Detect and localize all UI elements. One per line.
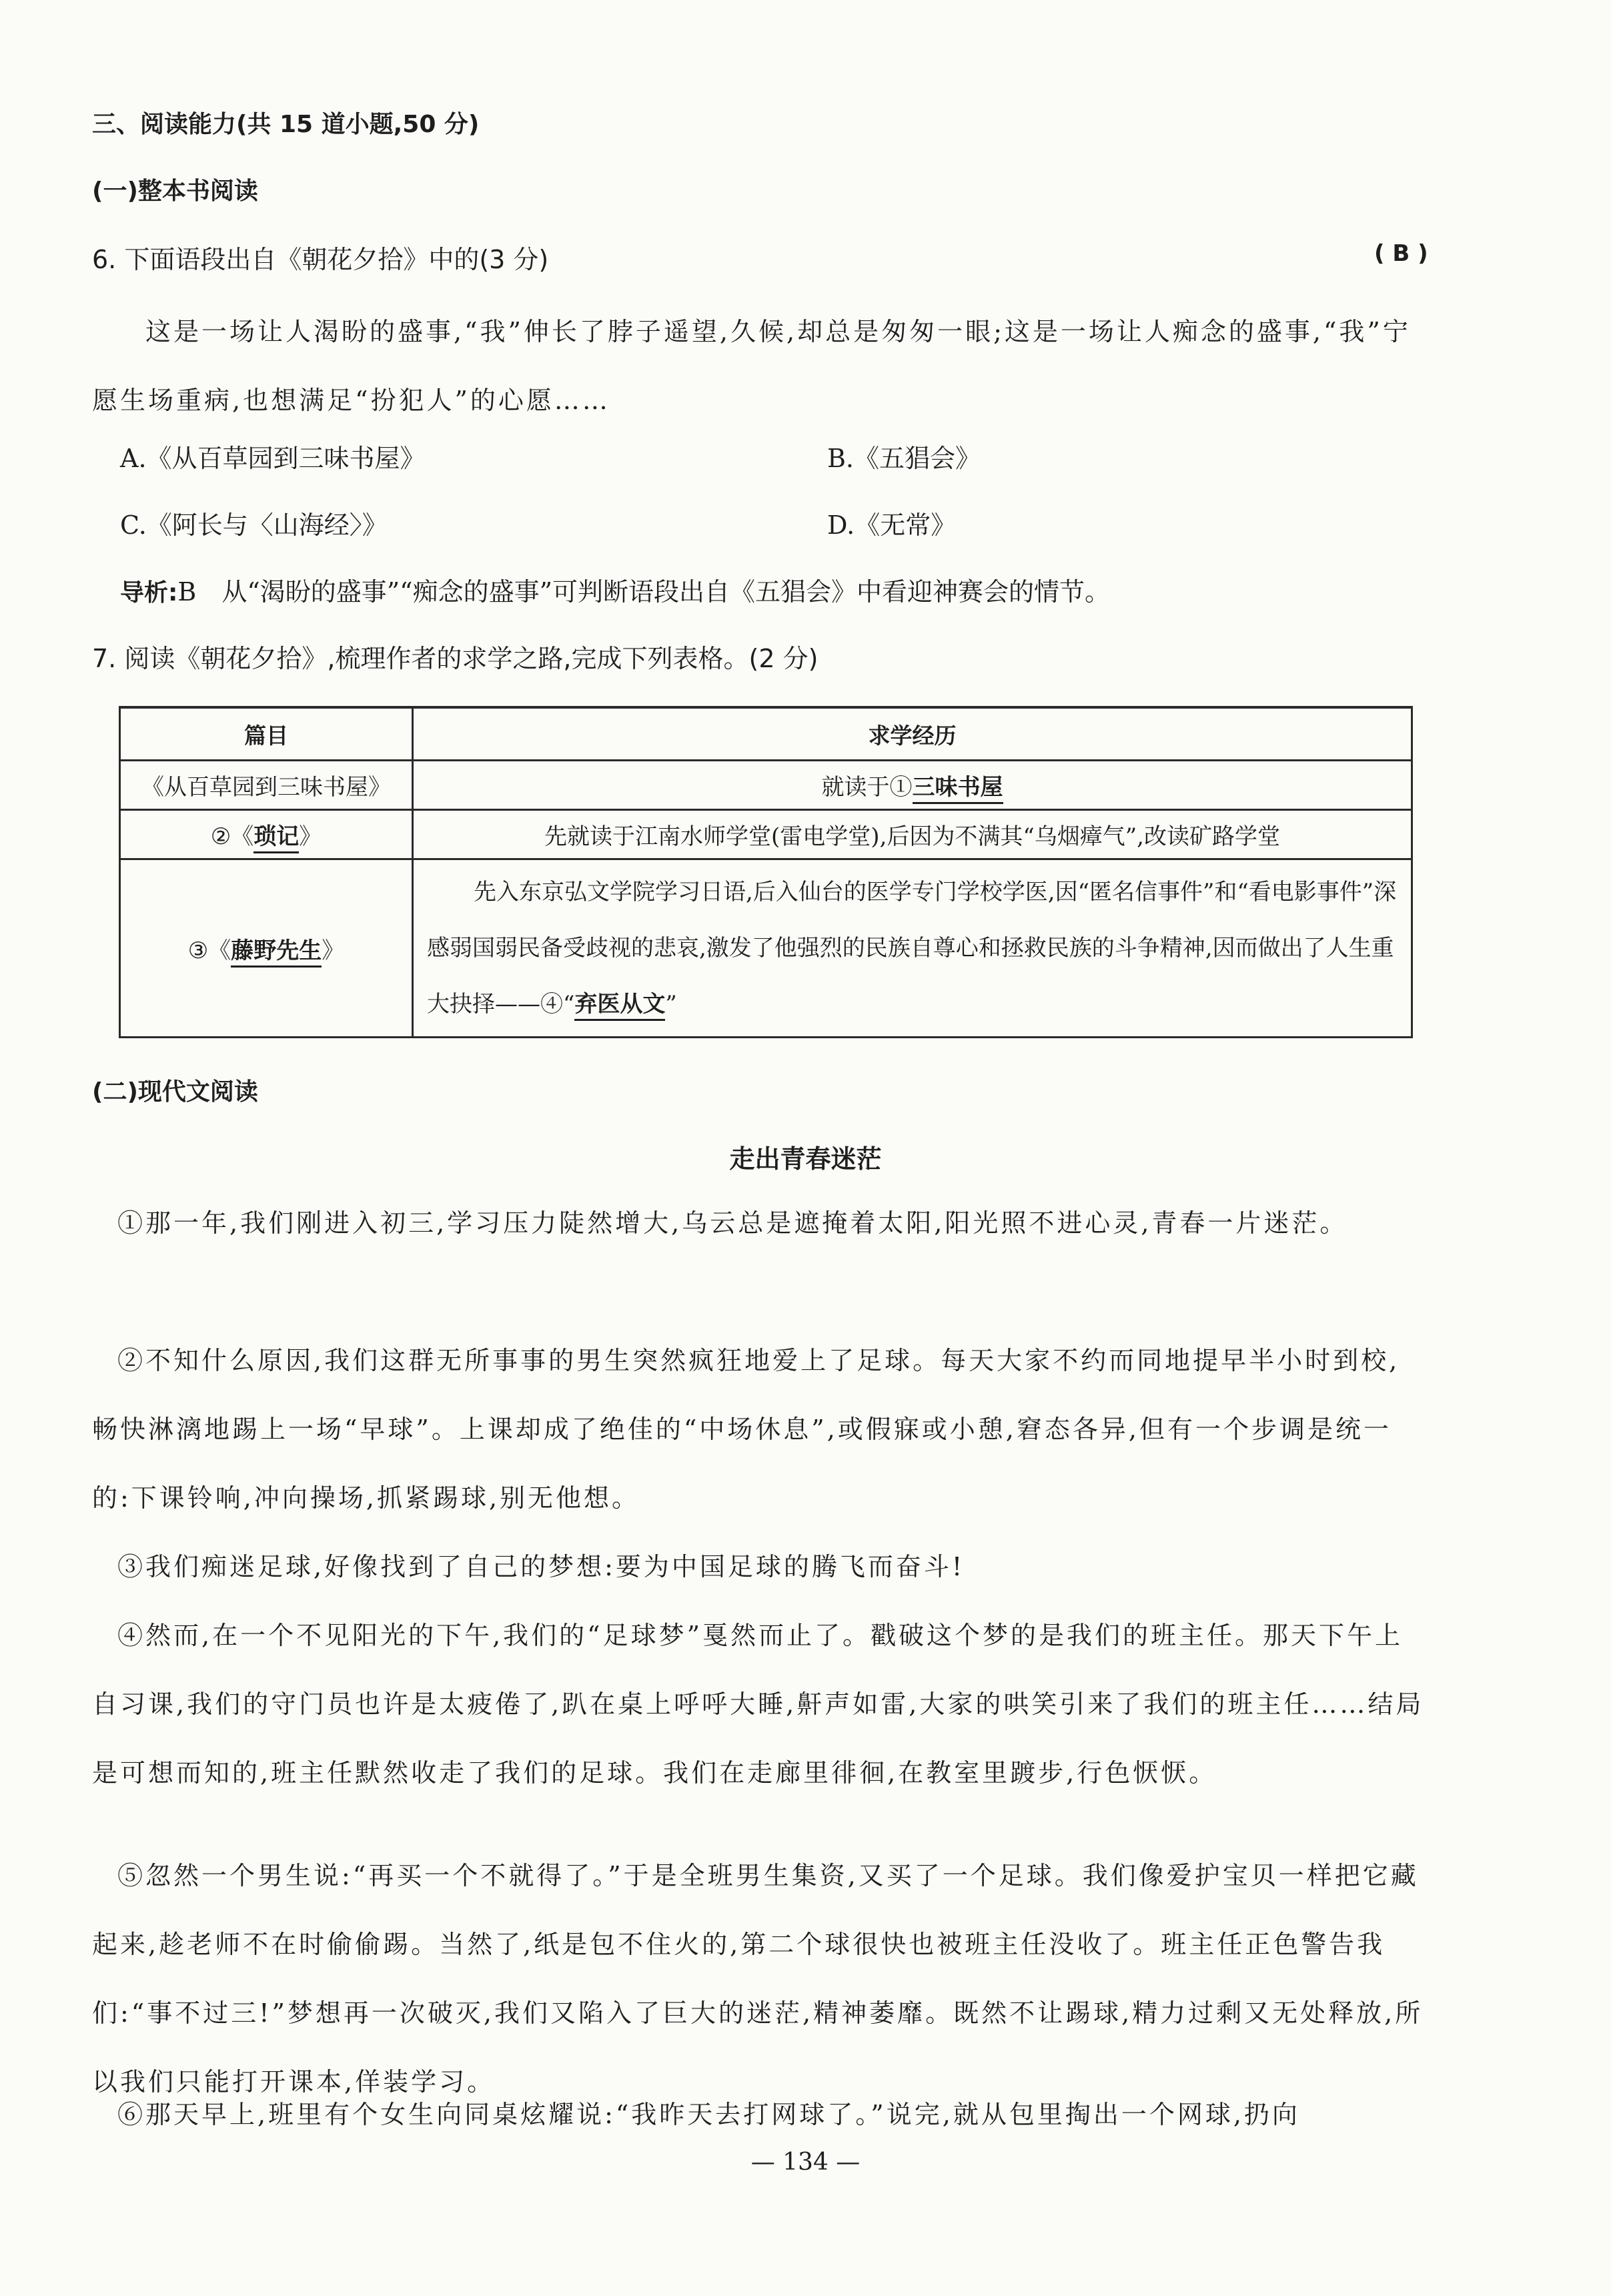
q6-option-b: B.《五猖会》 xyxy=(827,444,981,473)
table-header-row xyxy=(120,707,1412,761)
row3-title-suffix: 》 xyxy=(322,937,345,964)
q6-guide-text: B 从“渴盼的盛事”“痴念的盛事”可判断语段出自《五猖会》中看迎神赛会的情节。 xyxy=(177,577,1111,607)
article-paragraph-5: ⑤忽然一个男生说:“再买一个不就得了。”于是全班男生集资,又买了一个足球。我们像爱护宝贝一样把它藏起来,趁老师不在时偷偷踢。当然了,纸是包不住火的,第二个球很快也被班主任没收了。班主任正色警告我们:“事不过三!”梦想再一次破灭,我们又陷入了巨大的迷茫,精神萎靡。既然不让踢球,精力过剩又无处释放,所以我们只能打开课本,佯装学习。 xyxy=(92,1861,1424,2096)
article-paragraph-3: ③我们痴迷足球,好像找到了自己的梦想:要为中国足球的腾飞而奋斗! xyxy=(117,1552,965,1581)
study-path-table xyxy=(119,706,1413,1038)
q6-option-c: C.《阿长与〈山海经〉》 xyxy=(120,510,388,540)
q7-stem: 7. 阅读《朝花夕拾》,梳理作者的求学之路,完成下列表格。(2 分) xyxy=(92,644,819,673)
row3-title-prefix: ③《 xyxy=(187,937,231,964)
row3-exp-text: 先入东京弘文学院学习日语,后入仙台的医学专门学校学医,因“匿名信事件”和“看电影事件”深感弱国弱民备受歧视的悲哀,激发了他强烈的民族自尊心和拯救民族的斗争精神,因而做出了人生重大抉择——④“ xyxy=(427,879,1397,1018)
row2-title-suffix: 》 xyxy=(299,823,322,850)
row2-title xyxy=(120,810,413,859)
row1-answer: 三味书屋 xyxy=(913,774,1003,804)
row3-exp-answer: 弃医从文 xyxy=(574,991,665,1021)
row2-experience: 先就读于江南水师学堂(雷电学堂),后因为不满其“乌烟瘴气”,改读矿路学堂 xyxy=(413,810,1412,859)
table-row xyxy=(120,859,1412,1038)
row1-experience xyxy=(413,761,1412,810)
page-number: — 134 — xyxy=(750,2149,861,2176)
q6-guide-label: 导析: xyxy=(120,579,178,607)
row3-exp-suffix: ” xyxy=(665,991,677,1018)
article-paragraph-6: ⑥那天早上,班里有个女生向同桌炫耀说:“我昨天去打网球了。”说完,就从包里掏出一个网球,扔向 xyxy=(117,2100,1300,2129)
table-header-title: 篇目 xyxy=(120,707,413,761)
row3-title xyxy=(120,859,413,1038)
table-row xyxy=(120,810,1412,859)
row3-experience xyxy=(413,859,1412,1038)
q6-answer-mark: ( B ) xyxy=(1374,240,1428,267)
part1-title: (一)整本书阅读 xyxy=(92,177,258,205)
q6-option-a: A.《从百草园到三味书屋》 xyxy=(120,444,426,473)
q6-passage: 这是一场让人渴盼的盛事,“我”伸长了脖子遥望,久候,却总是匆匆一眼;这是一场让人痴念的盛事,“我”宁愿生场重病,也想满足“扮犯人”的心愿…… xyxy=(92,317,1411,415)
row1-exp-text: 就读于① xyxy=(821,774,913,801)
row2-answer: 琐记 xyxy=(253,823,299,853)
section-title: 三、阅读能力(共 15 道小题,50 分) xyxy=(92,111,480,138)
table-header-experience: 求学经历 xyxy=(413,707,1412,761)
q6-stem: 6. 下面语段出自《朝花夕拾》中的(3 分) xyxy=(92,245,549,274)
article-paragraph-4: ④然而,在一个不见阳光的下午,我们的“足球梦”戛然而止了。戳破这个梦的是我们的班主任。那天下午上自习课,我们的守门员也许是太疲倦了,趴在桌上呼呼大睡,鼾声如雷,大家的哄笑引来了我们的班主任……结局是可想而知的,班主任默然收走了我们的足球。我们在走廊里徘徊,在教室里踱步,行色恹恹。 xyxy=(92,1621,1424,1788)
part2-title: (二)现代文阅读 xyxy=(92,1078,258,1106)
article-title: 走出青春迷茫 xyxy=(729,1144,882,1174)
article-paragraph-2: ②不知什么原因,我们这群无所事事的男生突然疯狂地爱上了足球。每天大家不约而同地提早半小时到校,畅快淋漓地踢上一场“早球”。上课却成了绝佳的“中场休息”,或假寐或小憩,窘态各异,但有一个步调是统一的:下课铃响,冲向操场,抓紧踢球,别无他想。 xyxy=(92,1346,1400,1513)
row3-answer: 藤野先生 xyxy=(231,937,322,968)
q6-option-d: D.《无常》 xyxy=(827,510,957,540)
table-row xyxy=(120,761,1412,810)
row2-title-prefix: ②《 xyxy=(210,823,254,850)
article-paragraph-1: ①那一年,我们刚进入初三,学习压力陡然增大,乌云总是遮掩着太阳,阳光照不进心灵,青春一片迷茫。 xyxy=(117,1208,1348,1238)
row1-title xyxy=(120,761,413,810)
q6-guide xyxy=(120,571,1110,608)
row1-title-text: 《从百草园到三味书屋》 xyxy=(141,774,391,801)
